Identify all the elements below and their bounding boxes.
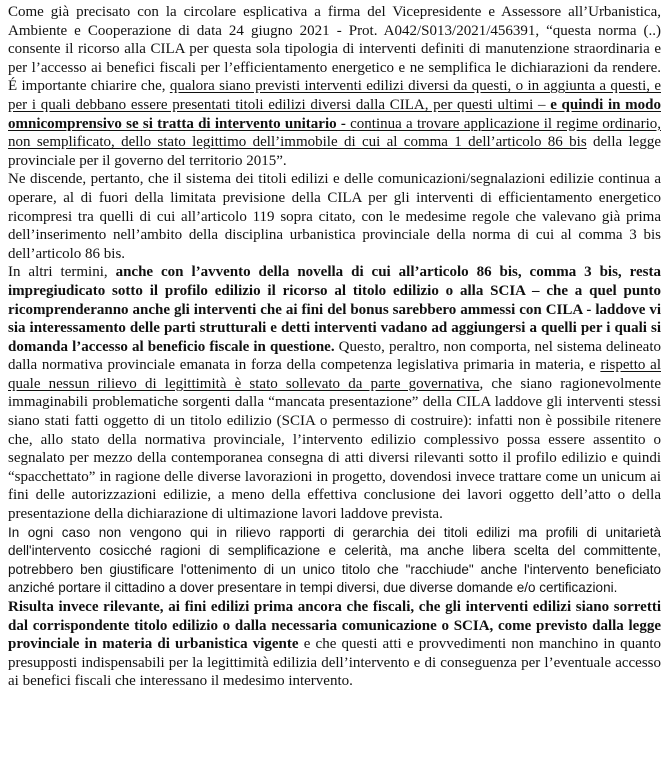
text-span: Ne discende, pertanto, che il sistema dei titoli edilizi e delle comunicazioni/segnalazioni edilizie continua a operare, al di fuori della limitata previsione della CILA per gli interventi di efficientamento energetico ricompresi tra quelli di cui all’articolo 119 sopra citato, con le medesime regole che valevano già prima dell’inserimento nell’ambito della disciplina urbanistica provinciale della norma di cui al comma 3 bis dell’articolo 86 bis.: [8, 171, 661, 262]
text-span: e che questi atti e provvedimenti non manchino in quanto presupposti indispensabili per la legittimità edilizia dell’intervento e di conseguenza per l’eventuale accesso ai benefici fiscali che interessano il medesimo intervento.: [8, 636, 661, 690]
bold-underlined-span: e quindi in modo omnicomprensivo se si tratta di intervento unitario -: [8, 96, 661, 132]
text-span: Come già precisato con la circolare esplicativa a firma del Vicepresidente e Assessore all’Urbanistica, Ambiente e Cooperazione di data 24 giugno 2021 - Prot. A042/S013/2021/456391, “questa norma (..) consente il ricorso alla CILA per questa sola tipologia di interventi definiti di manutenzione straordinaria e per l’accesso ai benefici fiscali per l’efficientamento energetico e ne semplifica le dichiarazioni da rendere. É importante chiarire che,: [8, 4, 661, 95]
text-span: , che siano ragionevolmente immaginabili problematiche sorgenti dalla “mancata presentazione” della CILA laddove gli interventi stessi siano stati fatti oggetto di un titolo edilizio (SCIA o permesso di costruire): infatti non è possibile ritenere che, allo stato della normativa provinciale, l’intervento edilizio complessivo possa essere assentito o segnalato per mezzo della contemporanea consegna di atti diversi rilevanti sotto il profilo edilizio e quindi “spacchettato” in ragione delle diverse lavorazioni in progetto, dovendosi invece trattare come un unicum ai fini delle autorizzazioni edilizie, a meno della effettiva conclusione dei lavori oggetto dell’atto o della presentazione della dichiarazione di ultimazione lavori laddove prevista.: [8, 375, 661, 523]
bold-span: Risulta invece rilevante, ai fini edilizi prima ancora che fiscali, che gli interventi edilizi siano sorretti dal corrispondente titolo edilizio o dalla necessaria comunicazione o SCIA, come previsto dalla legge provinciale in materia di urbanistica vigente: [8, 599, 661, 653]
paragraph-in-ogni-caso: [8, 524, 661, 598]
paragraph-ne-discende: [8, 170, 661, 263]
underlined-span: qualora siano previsti interventi edilizi diversi da questi, o in aggiunta a questi, e per i quali debbano essere presentati titoli edilizi diversi dalla CILA, per questi ultimi –: [8, 78, 661, 113]
paragraph-risulta-invece: [8, 598, 661, 691]
text-span: della legge provinciale per il governo del territorio 2015”.: [8, 134, 662, 169]
text-span: Questo, peraltro, non comporta, nel sistema delineato dalla normativa provinciale emanata in forza della competenza legislativa primaria in materia, e: [8, 338, 661, 374]
paragraph-in-altri-termini: [8, 263, 661, 523]
paragraph-circolare: [8, 3, 661, 170]
underlined-span: rispetto al quale nessun rilievo di legittimità è stato sollevato da parte governativa: [8, 357, 661, 392]
text-span: In ogni caso non vengono qui in rilievo rapporti di gerarchia dei titoli edilizi ma profili di unitarietà dell'intervento cosicché ragioni di semplificazione e celerità, ma anche libera scelta del committente, potrebbero ben giustificare l'ottenimento di un unico titolo che "racchiude" anche l'intervento beneficiato anziché portare il cittadino a dover presentare in tempi diversi, due diverse domande e/o certificazioni.: [8, 524, 661, 596]
bold-span: anche con l’avvento della novella di cui all’articolo 86 bis, comma 3 bis, resta impregiudicato sotto il profilo edilizio il ricorso al titolo edilizio o alla SCIA – che a quel punto ricomprenderanno anche gli interventi che ai fini del bonus sarebbero ammessi con CILA - laddove vi sia interessamento delle parti strutturali e detti interventi vadano ad aggiungersi a quelli per i quali si domanda l’accesso al beneficio fiscale in questione.: [8, 264, 662, 355]
underlined-span: continua a trovare applicazione il regime ordinario, non semplificato, dello stato legittimo dell’immobile di cui al comma 1 dell’articolo 86 bis: [8, 115, 661, 151]
text-span: In altri termini,: [8, 264, 116, 281]
